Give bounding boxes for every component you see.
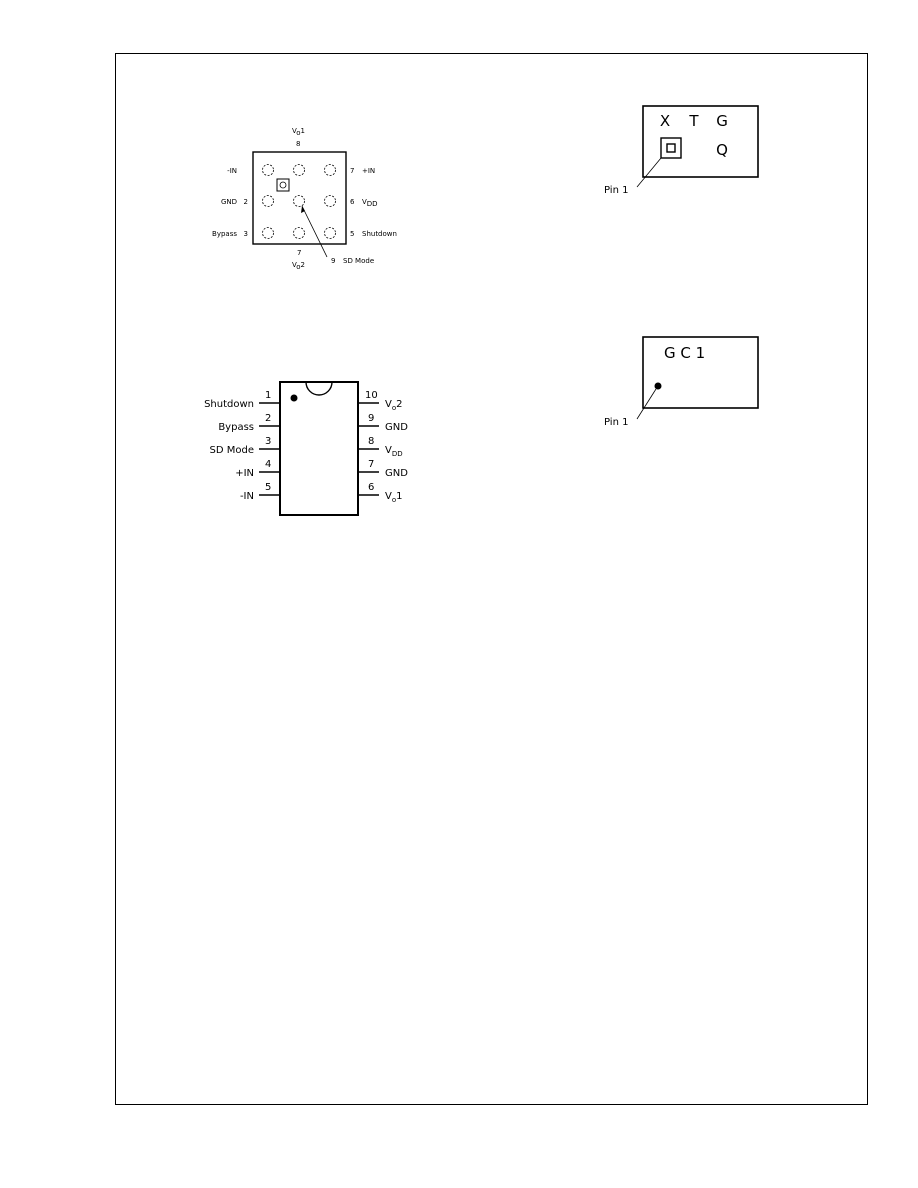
dip-package [204,382,408,515]
dip-right-pin-label: $V_o2$ [385,399,403,412]
bga-right-pin-label: Shutdown [362,230,397,238]
dip-right-pin-number: 9 [368,413,375,424]
bga-left-pin-number: 3 [243,230,248,238]
dip-left-pin-number: 4 [265,459,272,470]
bga-top-pin-label: Vo1 [292,127,306,137]
dip-right-pin-number: 8 [368,436,375,447]
bga-ball [294,196,305,207]
dip-right-pin-label: $V_{DD}$ [385,445,403,458]
bga-package [212,127,397,271]
bga-left-pin-label: -IN [227,167,237,175]
dip-pin1-dot [291,395,298,402]
dip-left-pin-number: 1 [265,390,272,401]
dip-left-pin-number: 3 [265,436,272,447]
dip-right-pin-label: $V_o1$ [385,491,403,504]
marking-top-char: Q [716,141,728,159]
marking-top-pin1-leader [637,158,661,187]
bga-callout-line [302,206,327,257]
bga-ball [263,228,274,239]
bga-right-pin-label: +IN [362,167,376,175]
dip-body [280,382,358,515]
bga-right-pin-number: 7 [350,167,355,175]
bga-pin1-marker [277,179,289,191]
dip-right-pin-number: 10 [365,390,378,401]
bga-ball-grid [263,165,336,239]
dip-left-pin-number: 2 [265,413,272,424]
bga-bottom-pin-number: 7 [297,249,302,257]
bga-bottom-pin-label: Vo2 [292,261,306,271]
marking-bottom [604,337,758,428]
bga-ball [325,165,336,176]
bga-ball [263,196,274,207]
dip-left-pin-label: Shutdown [204,399,254,410]
bga-callout-number: 9 [331,257,336,265]
dip-right-pin-label: GND [385,422,408,433]
bga-left-pin-number: 2 [243,198,248,206]
bga-top-pin-number: 8 [296,140,301,148]
dip-left-pin-number: 5 [265,482,272,493]
bga-body [253,152,346,244]
dip-left-pin-label: Bypass [218,422,254,433]
marking-top [604,106,758,196]
bga-left-pin-label: GND [220,198,237,206]
bga-ball [294,165,305,176]
dip-right-pin-number: 6 [368,482,375,493]
dip-left-pin-label: SD Mode [209,445,254,456]
marking-top-char: G [716,112,728,130]
bga-callout-label: SD Mode [343,257,375,265]
bga-right-pin-number: 6 [350,198,355,206]
marking-bottom-pin1-label: Pin 1 [604,417,629,428]
bga-ball [263,165,274,176]
dip-right-pin-label: GND [385,468,408,479]
bga-ball [325,228,336,239]
marking-top-pin1-box [661,138,681,158]
bga-left-pin-label: Bypass [212,230,237,238]
dip-right-pin-number: 7 [368,459,375,470]
bga-ball [294,228,305,239]
dip-left-pin-label: +IN [235,468,254,479]
dip-left-pin-label: -IN [239,491,254,502]
marking-top-char: X [659,112,671,130]
marking-top-pin1-label: Pin 1 [604,185,629,196]
bga-callout-arrowhead [301,206,305,213]
bga-ball [325,196,336,207]
bga-right-pin-number: 5 [350,230,355,238]
bga-pin1-dot [280,182,286,188]
bga-right-pin-label: VDD [362,198,378,208]
marking-top-char: T [689,112,699,130]
marking-bottom-pin1-leader [637,389,656,419]
marking-bottom-code: G C 1 [664,344,706,362]
marking-top-pin1-inner [667,144,675,152]
dip-notch [306,382,332,395]
marking-bottom-pin1-dot [655,383,662,390]
